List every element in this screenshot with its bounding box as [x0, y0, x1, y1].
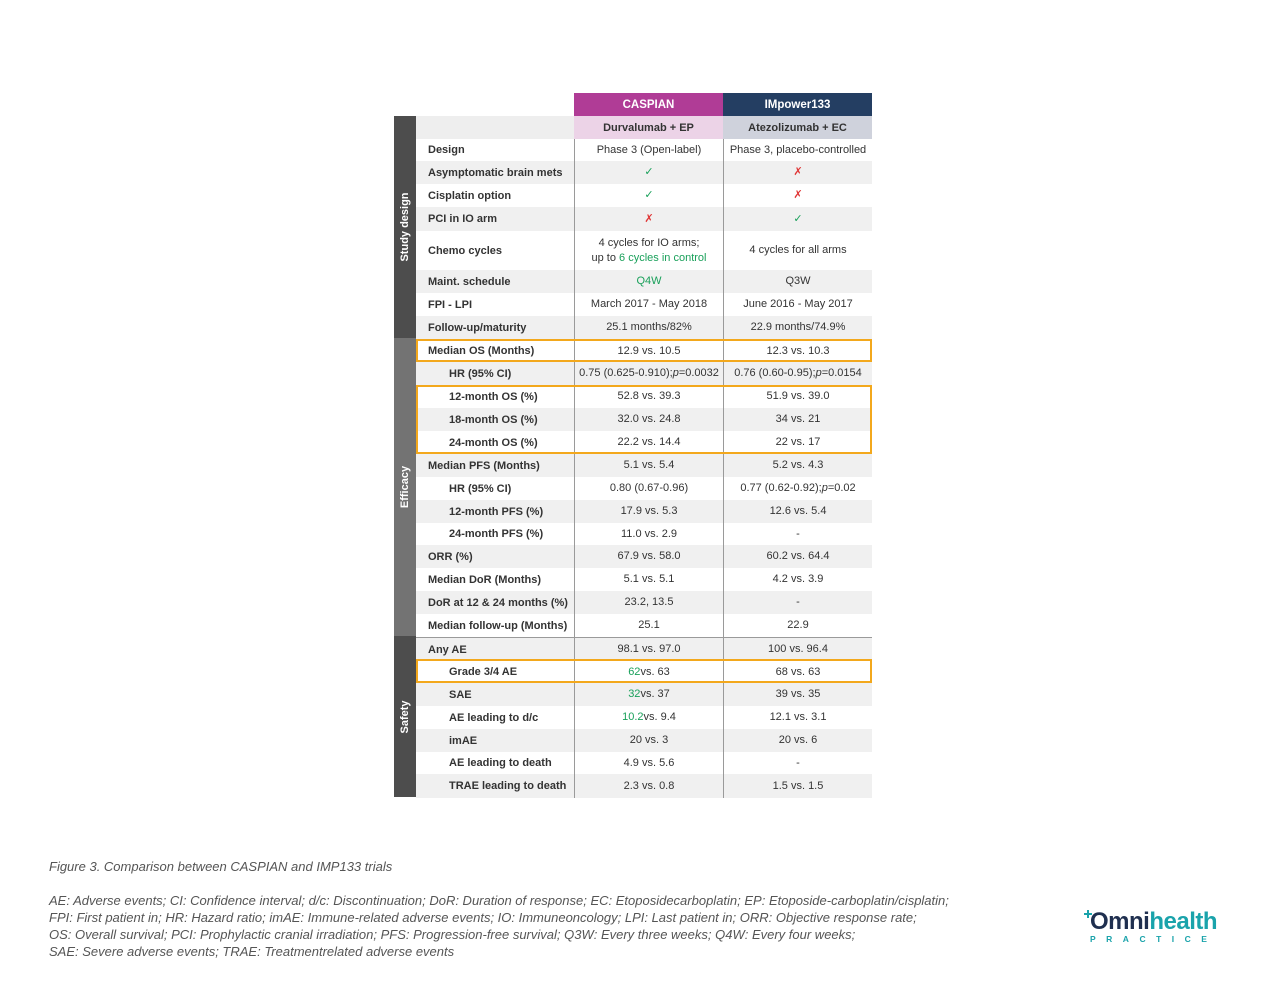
- table-row: 12-month PFS (%) 17.9 vs. 5.3 12.6 vs. 5.4: [416, 500, 872, 523]
- table-row: Median follow-up (Months) 25.1 22.9: [416, 614, 872, 637]
- abbreviations: AE: Adverse events; CI: Confidence interval; d/c: Discontinuation; DoR: Duration of response; EC: Etoposidecarboplatin; EP: Etoposide-carboplatin/cisplatin; FPI: First patient in; HR: Hazard ratio; imAE: Immune-related adverse events; IO: Immuneoncology; LPI: Last patient in; ORR: Objective response rate; OS: Overall survival; PCI: Prophylactic cranial irradiation; PFS: Progression-free survival; Q3W: Every three weeks; Q4W: Every four weeks; SAE: Severe adverse events; TRAE: Treatmentrelated adverse events: [49, 893, 949, 959]
- subheader-caspian: Durvalumab + EP: [574, 116, 723, 139]
- header-impower: IMpower133: [723, 93, 872, 116]
- table-row: FPI - LPI March 2017 - May 2018 June 2016 - May 2017: [416, 293, 872, 316]
- table-row: Median DoR (Months) 5.1 vs. 5.1 4.2 vs. 3.9: [416, 568, 872, 591]
- table-row: Grade 3/4 AE 62 vs. 63 68 vs. 63: [416, 661, 872, 683]
- cross-icon: ✗: [574, 207, 723, 231]
- subheader-blank: [416, 116, 574, 139]
- cross-icon: ✗: [723, 184, 872, 207]
- table-row: Median PFS (Months) 5.1 vs. 5.4 5.2 vs. 4.3: [416, 454, 872, 477]
- band-efficacy: Efficacy: [394, 338, 416, 636]
- header-caspian: CASPIAN: [574, 93, 723, 116]
- table-row: PCI in IO arm ✗ ✓: [416, 207, 872, 231]
- table-row: AE leading to death 4.9 vs. 5.6 -: [416, 752, 872, 774]
- check-icon: ✓: [574, 161, 723, 184]
- table-row: 24-month PFS (%) 11.0 vs. 2.9 -: [416, 523, 872, 545]
- table-row: SAE 32 vs. 37 39 vs. 35: [416, 683, 872, 706]
- band-safety: Safety: [394, 636, 416, 797]
- table-row: AE leading to d/c 10.2 vs. 9.4 12.1 vs. 3.1: [416, 706, 872, 729]
- table-row: Median OS (Months) 12.9 vs. 10.5 12.3 vs. 10.3: [416, 339, 872, 362]
- check-icon: ✓: [574, 184, 723, 207]
- table-row: Design Phase 3 (Open-label) Phase 3, placebo-controlled: [416, 139, 872, 161]
- cross-icon: ✗: [723, 161, 872, 184]
- table-row: Any AE 98.1 vs. 97.0 100 vs. 96.4: [416, 637, 872, 661]
- table-row: Chemo cycles 4 cycles for IO arms; up to 6 cycles in control 4 cycles for all arms: [416, 231, 872, 270]
- check-icon: ✓: [723, 207, 872, 231]
- table-row: Cisplatin option ✓ ✗: [416, 184, 872, 207]
- table-row: DoR at 12 & 24 months (%) 23.2, 13.5 -: [416, 591, 872, 614]
- table-body: [416, 139, 872, 798]
- table-row: TRAE leading to death 2.3 vs. 0.8 1.5 vs. 1.5: [416, 774, 872, 798]
- table-row: imAE 20 vs. 3 20 vs. 6: [416, 729, 872, 752]
- table-row: Follow-up/maturity 25.1 months/82% 22.9 months/74.9%: [416, 316, 872, 339]
- band-study-design: Study design: [394, 116, 416, 338]
- table-row: 18-month OS (%) 32.0 vs. 24.8 34 vs. 21: [416, 408, 872, 431]
- table-row: ORR (%) 67.9 vs. 58.0 60.2 vs. 64.4: [416, 545, 872, 568]
- table-row: Asymptomatic brain mets ✓ ✗: [416, 161, 872, 184]
- table-row: HR (95% CI) 0.75 (0.625-0.910); p =0.0032 0.76 (0.60-0.95); p =0.0154: [416, 362, 872, 385]
- table-row: Maint. schedule Q4W Q3W: [416, 270, 872, 293]
- table-row: 24-month OS (%) 22.2 vs. 14.4 22 vs. 17: [416, 431, 872, 454]
- subheader-impower: Atezolizumab + EC: [723, 116, 872, 139]
- table-row: 12-month OS (%) 52.8 vs. 39.3 51.9 vs. 39.0: [416, 385, 872, 408]
- table-row: HR (95% CI) 0.80 (0.67-0.96) 0.77 (0.62-0.92); p =0.02: [416, 477, 872, 500]
- omnihealth-logo: Omnihealth PRACTICE: [1084, 909, 1216, 945]
- figure-caption: Figure 3. Comparison between CASPIAN and IMP133 trials: [49, 859, 393, 874]
